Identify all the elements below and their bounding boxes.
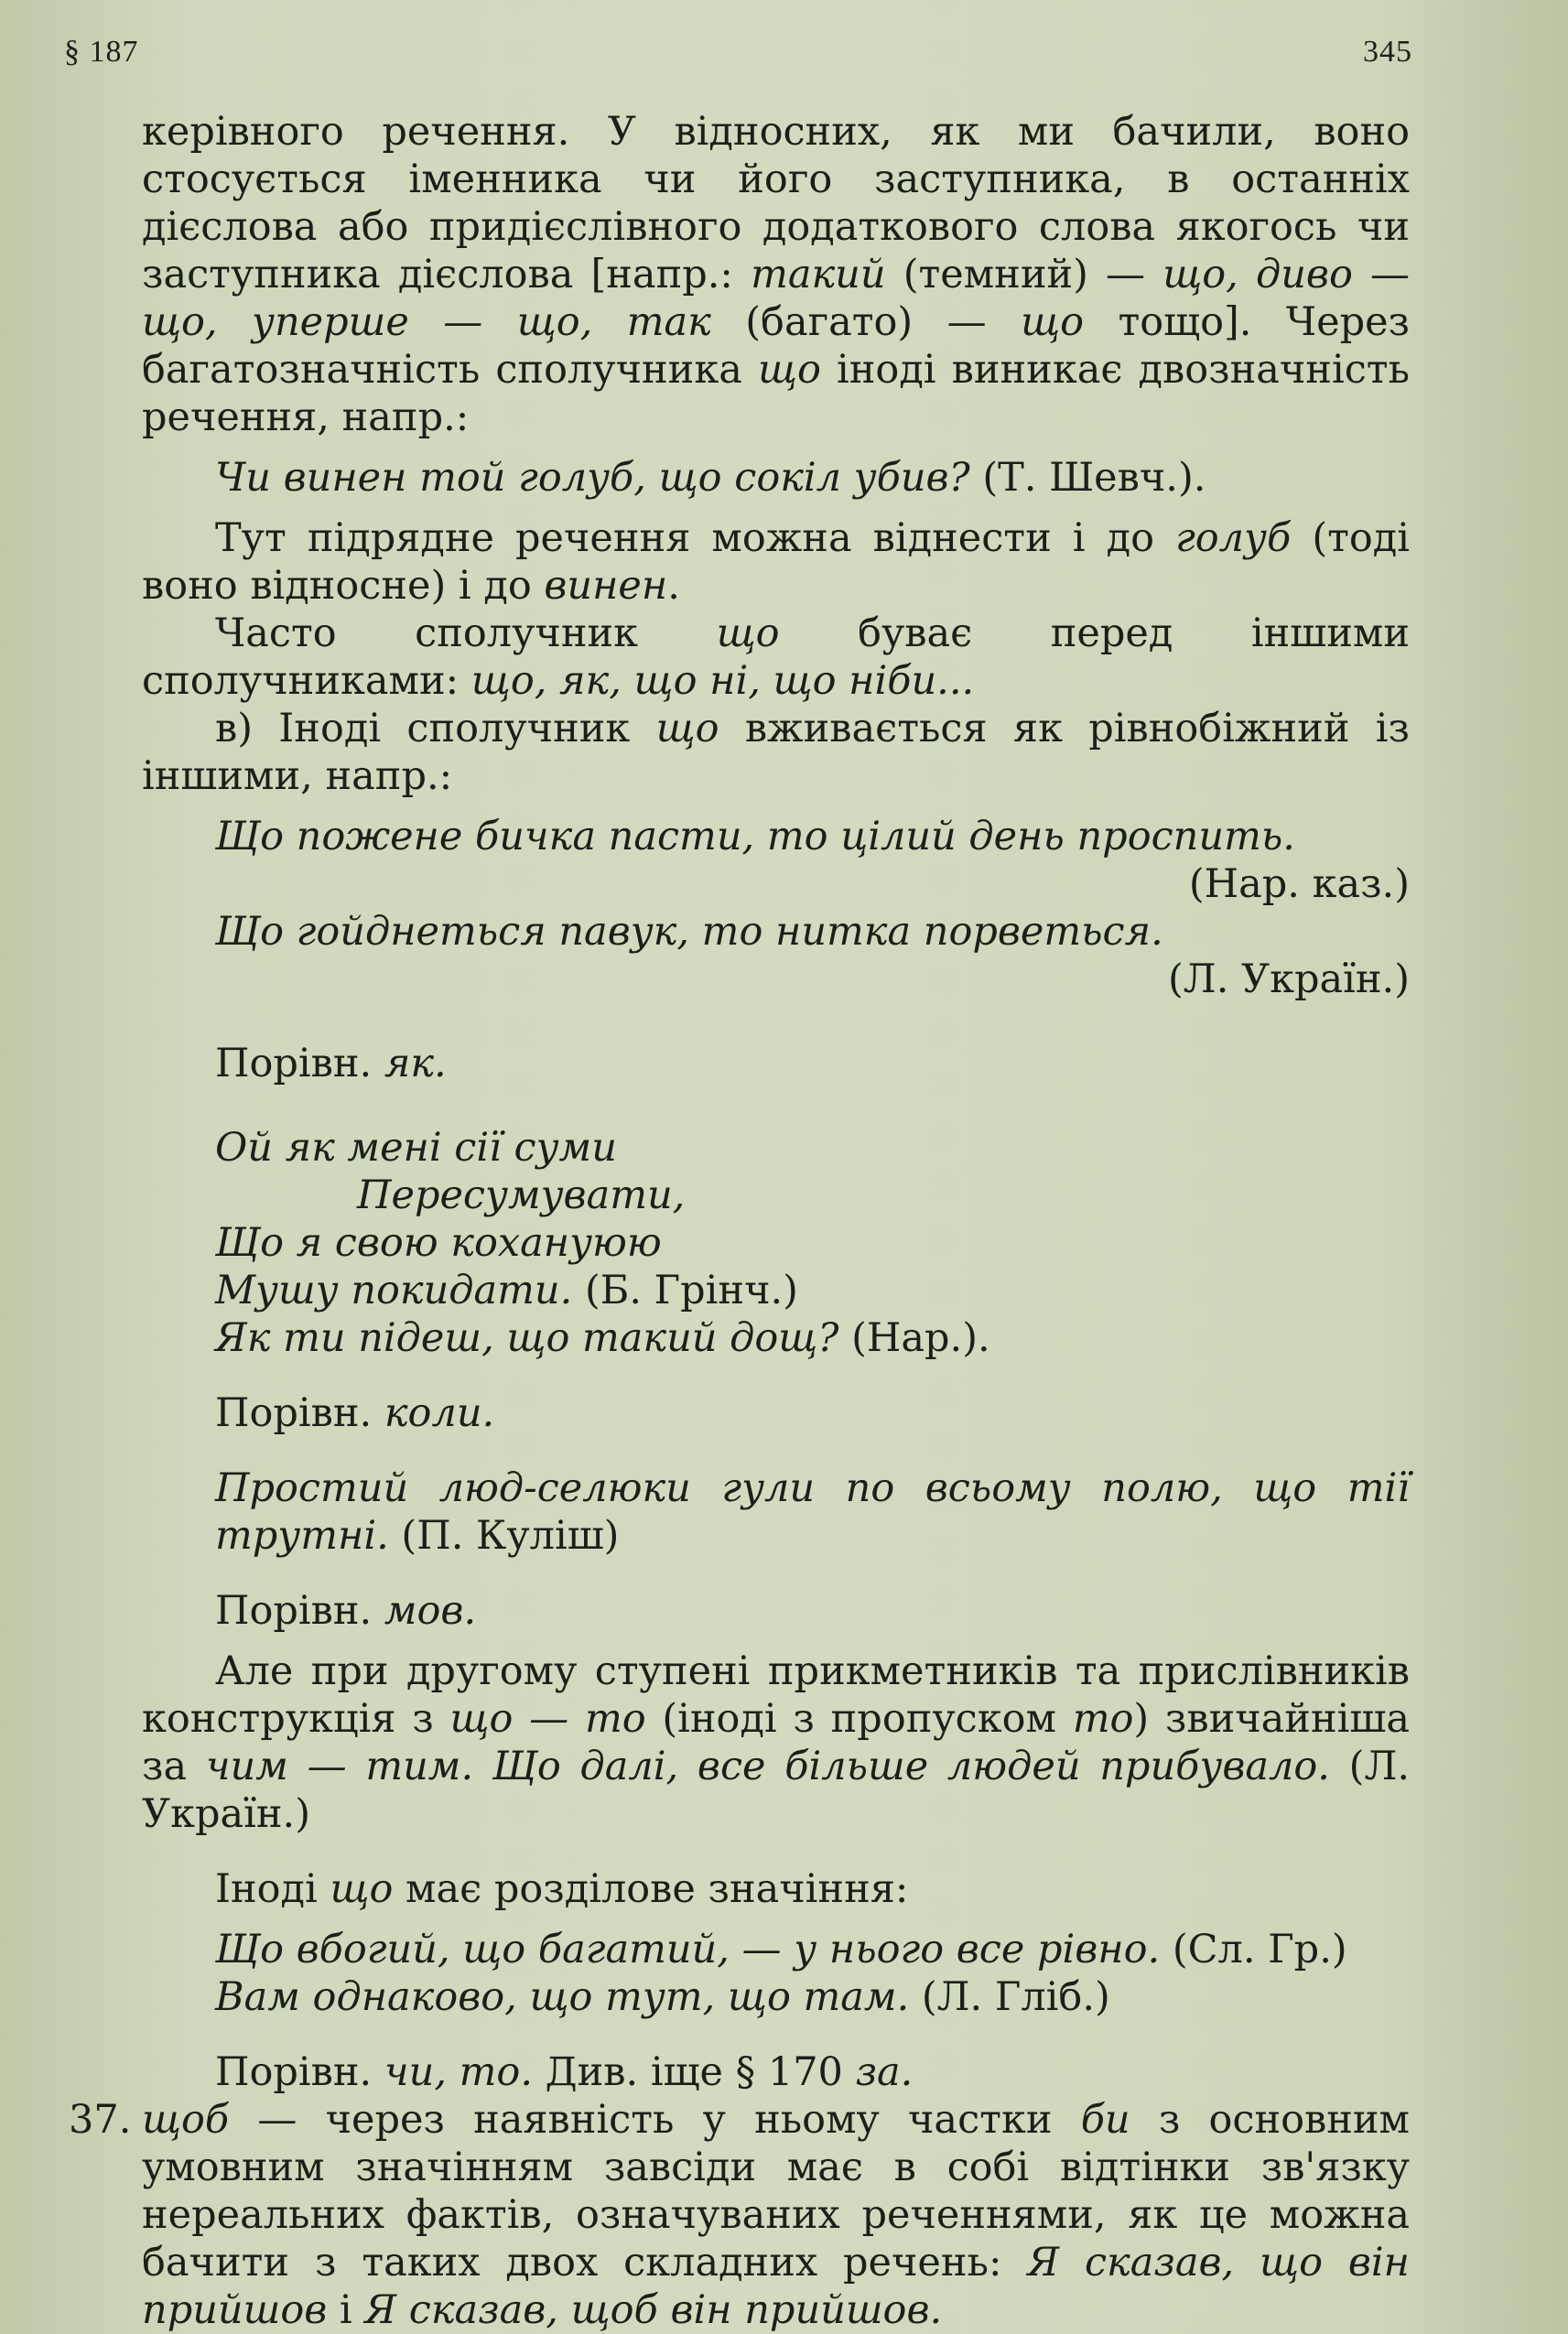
text-run: Але при другому ступені прикметників та прислівників конструкція з xyxy=(142,1648,1410,1742)
example-quote: Що пожене бичка пасти, то цілий день проспить. xyxy=(215,814,1295,859)
quote-source: (Нар. каз.) xyxy=(1188,861,1410,907)
numbered-item-37 xyxy=(69,2096,1411,2334)
text-run: (іноді з пропуском xyxy=(645,1696,1073,1742)
compare-note xyxy=(142,1587,1410,1635)
italic-run: то xyxy=(1072,1696,1134,1742)
text-run: має розділове значіння: xyxy=(393,1866,909,1912)
italic-run: що, як, що ні, що ніби... xyxy=(470,658,975,704)
text-run: вживається як рівнобіжний із іншими, напр.: xyxy=(142,706,1410,799)
example-quote xyxy=(142,1926,1410,1973)
text-run: тощо]. Через багатозначність сполучника xyxy=(142,299,1411,393)
paragraph xyxy=(142,610,1410,705)
page-number: 345 xyxy=(1363,35,1412,69)
italic-run: що xyxy=(716,611,780,656)
example-quote xyxy=(142,1464,1410,1560)
example-quote xyxy=(142,1973,1410,2021)
example-quote: Що гойднеться павук, то нитка порветься. xyxy=(215,909,1163,955)
paragraph xyxy=(142,514,1410,610)
text-run: в) Іноді сполучник xyxy=(215,706,656,751)
italic-run: би xyxy=(1080,2097,1130,2143)
text-run: Часто сполучник xyxy=(215,611,717,656)
compare-note xyxy=(142,1389,1410,1437)
text-run: ) звичайніша за xyxy=(142,1696,1410,1789)
text-run: Порівн. xyxy=(215,1588,384,1634)
text-run: . xyxy=(667,563,680,609)
text-run: Порівн. xyxy=(215,2049,384,2095)
quote-text: Простий люд-селюки гули по всьому полю, що тії трутні. xyxy=(215,1465,1410,1559)
italic-run: коли. xyxy=(384,1390,495,1436)
paragraph-continued xyxy=(142,108,1410,441)
item-number: 37. xyxy=(69,2097,132,2143)
paragraph xyxy=(142,705,1410,800)
quote-text: Що вбогий, що багатий, — у нього все рівно. xyxy=(215,1927,1161,1972)
italic-run: що xyxy=(330,1866,394,1912)
italic-run: Я сказав, щоб він прийшов. xyxy=(364,2287,943,2333)
text-run: з основним умовним значінням завсіди має в собі відтінки зв'язку нереальних фактів, означуваних реченнями, як це можна бачити з таких двох складних речень: xyxy=(142,2097,1410,2285)
text-run: Іноді xyxy=(215,1866,330,1912)
quote-source: (Нар.). xyxy=(838,1315,990,1361)
italic-run: чим — тим. Що далі, все більше людей прибувало. xyxy=(205,1744,1330,1789)
italic-run: щоб xyxy=(142,2097,230,2143)
text-run: керівного речення. У відносних, як ми бачили, воно стосується іменника чи його заступника, в останніх дієслова або придієслівного додаткового слова якогось чи заступника дієслова [напр.: xyxy=(142,109,1410,297)
text-run: Порівн. xyxy=(215,1041,384,1086)
italic-run: що xyxy=(757,347,821,393)
quote-source: (Л. Гліб.) xyxy=(909,1974,1110,2020)
italic-run: голуб xyxy=(1175,515,1292,561)
poem-text: Мушу покидати. xyxy=(215,1268,573,1313)
page-body xyxy=(69,108,1411,2334)
italic-run: чи, то. xyxy=(384,2049,533,2095)
poem-line: Ой як мені сії суми xyxy=(215,1125,617,1171)
quote-source: (Б. Грінч.) xyxy=(572,1268,798,1313)
italic-run: за. xyxy=(855,2049,914,2095)
paragraph xyxy=(142,1648,1410,1838)
text-run: (тоді воно відносне) і до xyxy=(142,515,1410,609)
quote-source: (П. Куліш) xyxy=(388,1513,620,1559)
example-quote xyxy=(142,454,1410,502)
section-header: § 187 xyxy=(64,35,139,69)
italic-run: Я сказав, що він прийшов xyxy=(142,2240,1411,2333)
text-run: (темний) — xyxy=(885,252,1163,297)
italic-run: такий xyxy=(751,252,886,297)
text-run: Тут підрядне речення можна віднести і до xyxy=(215,515,1176,561)
italic-run: що xyxy=(655,706,719,751)
italic-run: що, диво — що, уперше — що, так xyxy=(142,252,1410,345)
quote-source: (Т. Шевч.). xyxy=(969,455,1206,501)
poem-line xyxy=(142,1314,1410,1362)
poem-line: Пересумувати, xyxy=(357,1172,686,1218)
quote-text: Чи винен той голуб, що сокіл убив? xyxy=(215,455,970,501)
text-run: (багато) — xyxy=(710,299,1022,345)
poem-line: Що я свою кохануюю xyxy=(215,1220,662,1266)
paragraph xyxy=(142,1865,1410,1913)
italic-run: винен xyxy=(544,563,668,609)
text-run: Порівн. xyxy=(215,1390,384,1436)
text-run: буває перед іншими сполучниками: xyxy=(142,611,1410,704)
quote-text: Вам однаково, що тут, що там. xyxy=(215,1974,910,2020)
quote-source: (Л. Україн.) xyxy=(1168,956,1410,1002)
italic-run: мов. xyxy=(384,1588,477,1634)
text-run: — через наявність у ньому частки xyxy=(229,2097,1081,2143)
poem-line xyxy=(142,1267,1410,1314)
text-run: іноді виникає двозначність речення, напр.: xyxy=(142,347,1410,440)
compare-note xyxy=(142,2048,1410,2096)
text-run: і xyxy=(327,2287,365,2333)
text-run: Див. іще § 170 xyxy=(533,2049,856,2095)
poem-text: Як ти підеш, що такий дощ? xyxy=(215,1315,839,1361)
compare-note xyxy=(142,1040,1410,1087)
quote-source: (Сл. Гр.) xyxy=(1160,1927,1347,1972)
italic-run: що xyxy=(1021,299,1085,345)
italic-run: як. xyxy=(384,1041,447,1086)
italic-run: що — то xyxy=(449,1696,646,1742)
text-run: (Л. Україн.) xyxy=(142,1744,1410,1837)
